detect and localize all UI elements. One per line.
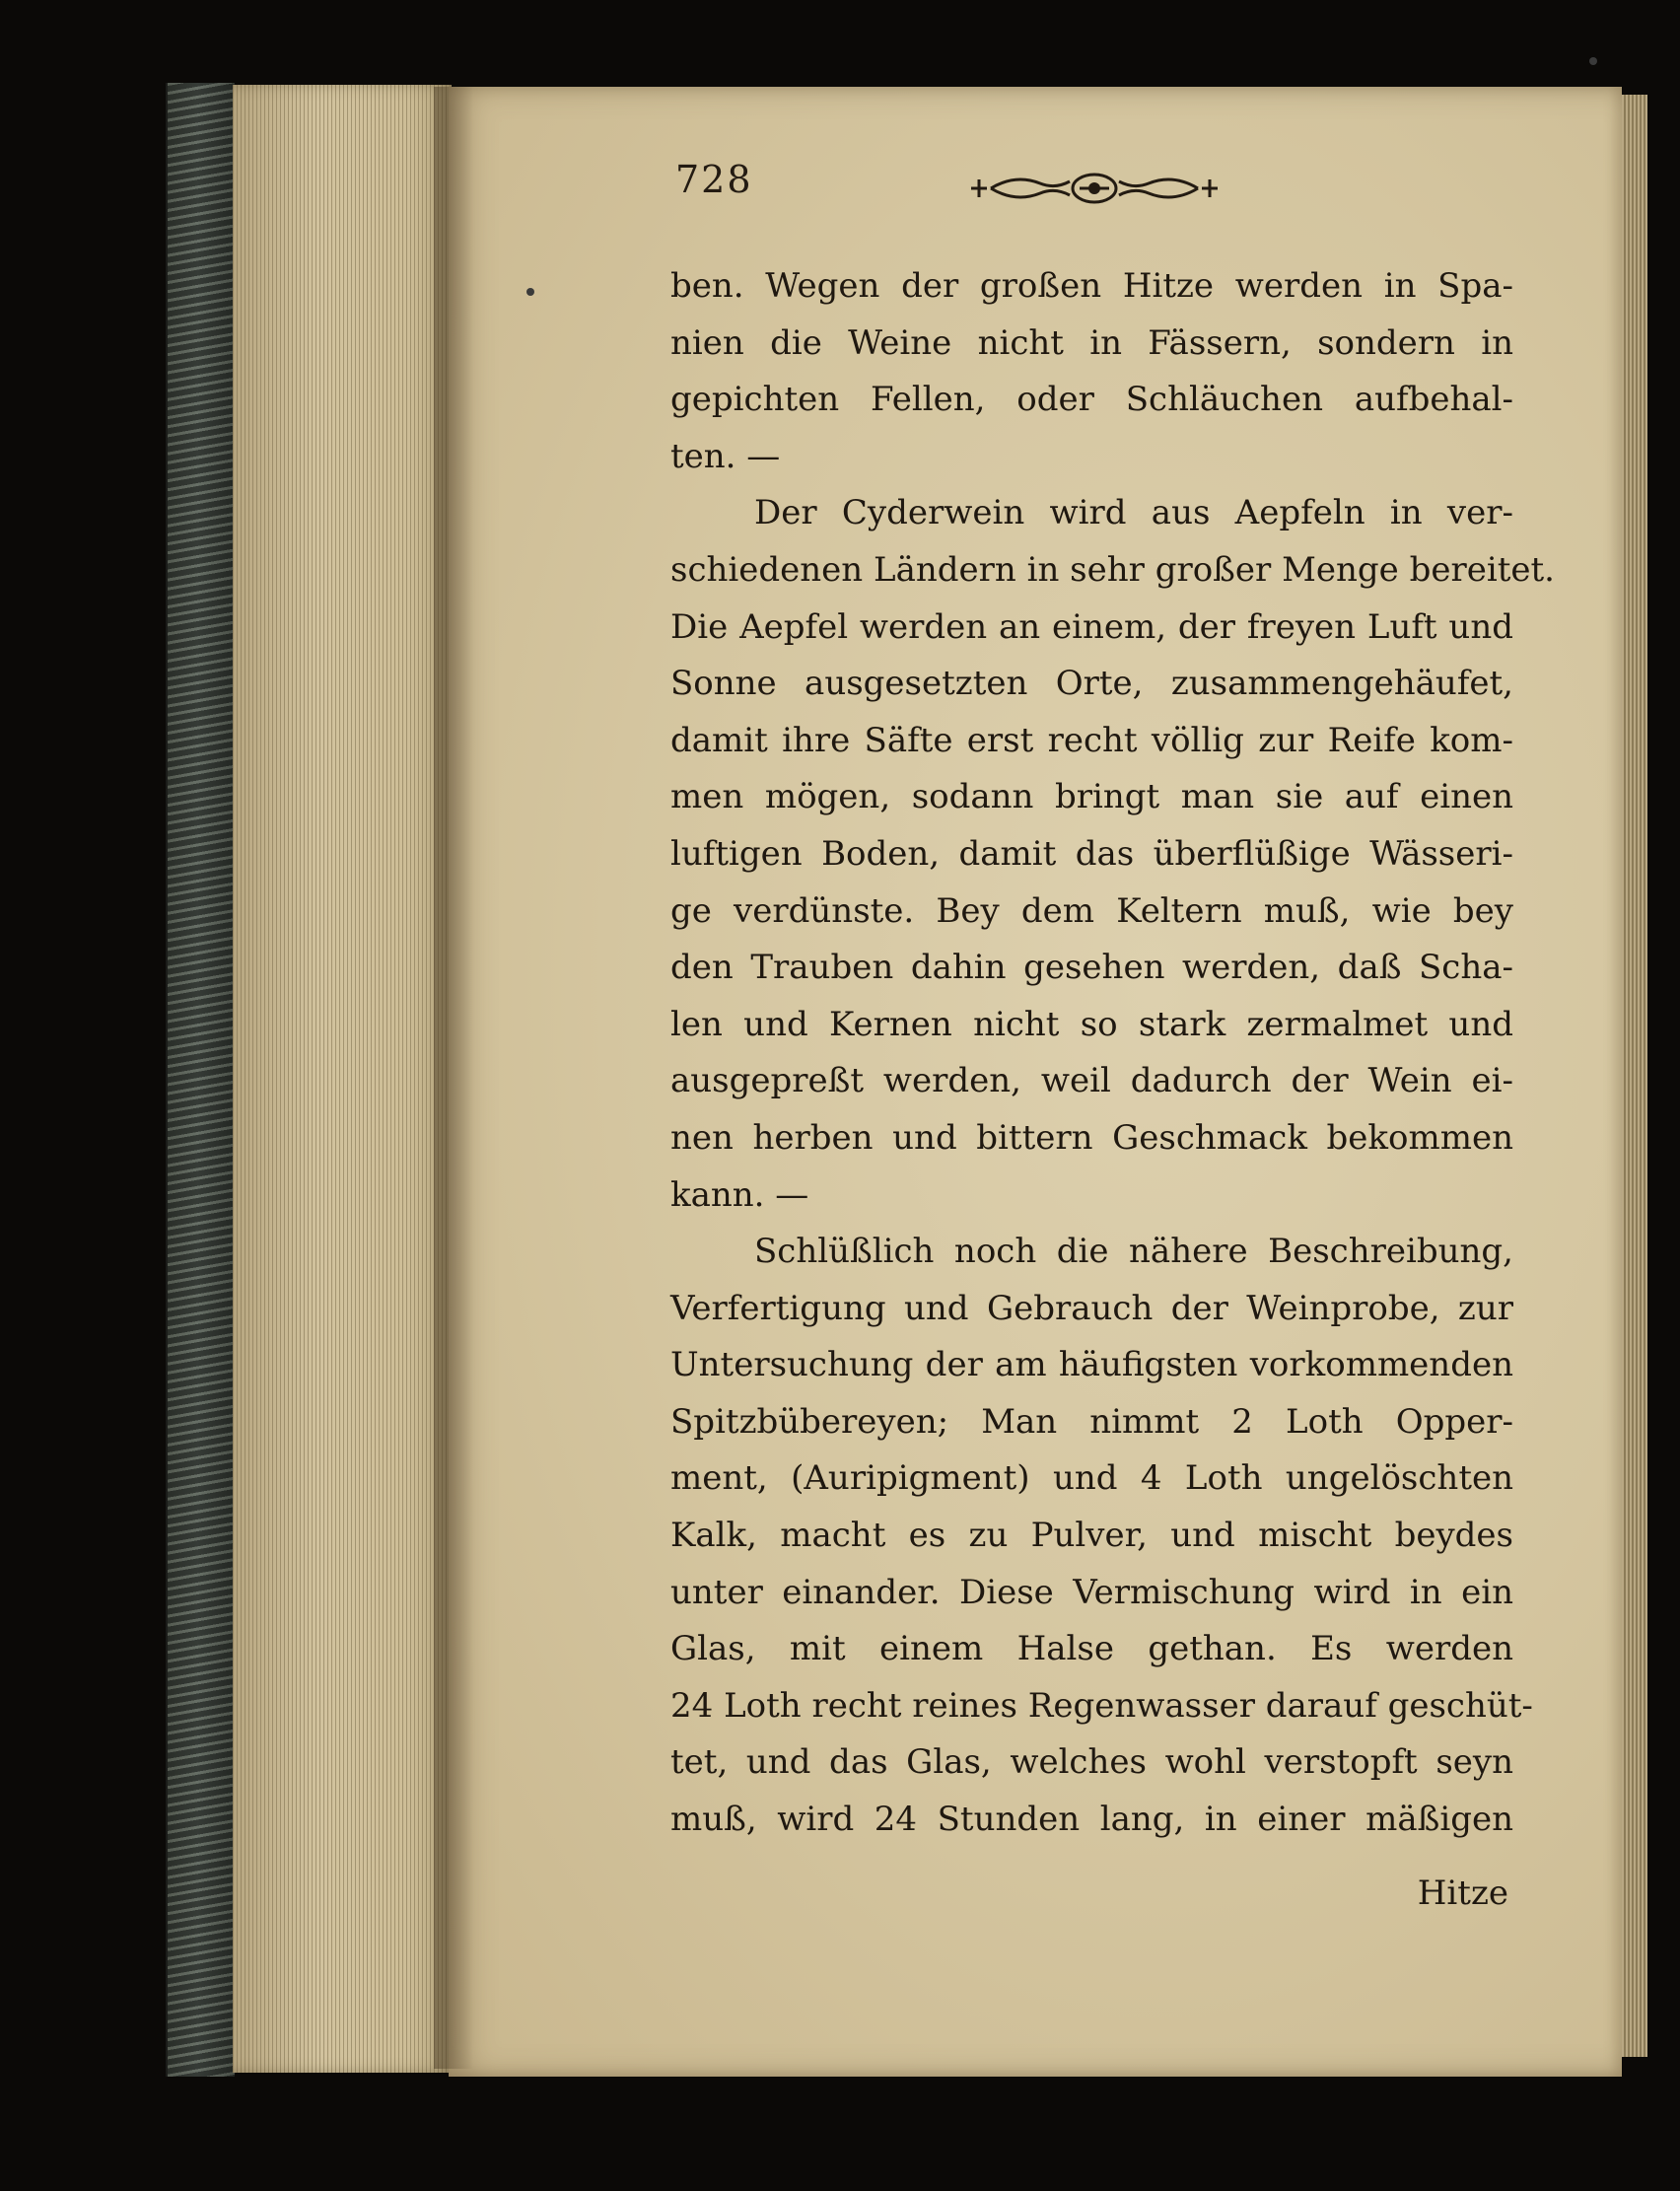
text-line: len und Kernen nicht so stark zermalmet und — [670, 1004, 1513, 1044]
text-line: Kalk, macht es zu Pulver, und mischt beydes — [670, 1516, 1513, 1556]
margin-speck — [1589, 57, 1597, 65]
text-line: Spitzbübereyen; Man nimmt 2 Loth Opper- — [670, 1401, 1513, 1442]
gutter-shadow — [434, 87, 473, 2069]
text-line: Glas, mit einem Halse gethan. Es werden — [670, 1629, 1513, 1669]
text-line: kann. — — [670, 1174, 809, 1215]
text-line: ge verdünste. Bey dem Keltern muß, wie bey — [670, 890, 1513, 931]
text-line: den Trauben dahin gesehen werden, daß Scha- — [670, 948, 1513, 988]
text-line: 24 Loth recht reines Regenwasser darauf geschüt- — [670, 1685, 1533, 1726]
text-line: Schlüßlich noch die nähere Beschreibung, — [754, 1232, 1513, 1272]
page-header — [675, 158, 1523, 217]
text-line: nien die Weine nicht in Fässern, sondern in — [670, 322, 1513, 363]
text-line: gepichten Fellen, oder Schläuchen aufbehal- — [670, 380, 1513, 420]
facing-page-edge — [1622, 95, 1647, 2057]
text-line: damit ihre Säfte erst recht völlig zur Reife kom- — [670, 720, 1513, 760]
text-line: unter einander. Diese Vermischung wird in ein — [670, 1572, 1513, 1612]
margin-speck — [526, 288, 534, 296]
text-line: ment, (Auripigment) und 4 Loth ungelöschten — [670, 1458, 1513, 1499]
book-marbled-edge — [166, 83, 235, 2077]
text-line: ten. — — [670, 436, 781, 476]
page-number: 728 — [675, 158, 753, 201]
text-line: men mögen, sodann bringt man sie auf einen — [670, 777, 1513, 817]
text-line: nen herben und bittern Geschmack bekommen — [670, 1117, 1513, 1158]
text-line: Untersuchung der am häufigsten vorkommenden — [670, 1345, 1513, 1385]
text-line: Sonne ausgesetzten Orte, zusammengehäufet, — [670, 664, 1513, 704]
text-line: ausgepreßt werden, weil dadurch der Wein ei- — [670, 1061, 1513, 1101]
text-line: luftigen Boden, damit das überflüßige Wässeri- — [670, 833, 1513, 874]
catchword: Hitze — [1417, 1873, 1508, 1913]
text-line: muß, wird 24 Stunden lang, in einer mäßigen — [670, 1800, 1513, 1840]
text-line: schiedenen Ländern in sehr großer Menge bereitet. — [670, 549, 1555, 590]
text-line: Der Cyderwein wird aus Aepfeln in ver- — [754, 493, 1513, 533]
text-line: ben. Wegen der großen Hitze werden in Spa- — [670, 266, 1513, 306]
text-line: Verfertigung und Gebrauch der Weinprobe, zur — [670, 1288, 1513, 1328]
book-page-stack — [233, 85, 452, 2073]
text-line: tet, und das Glas, welches wohl verstopft seyn — [670, 1742, 1513, 1783]
header-ornament-icon — [961, 166, 1227, 211]
text-line: Die Aepfel werden an einem, der freyen Luft und — [670, 606, 1513, 647]
body-text — [670, 258, 1555, 1849]
